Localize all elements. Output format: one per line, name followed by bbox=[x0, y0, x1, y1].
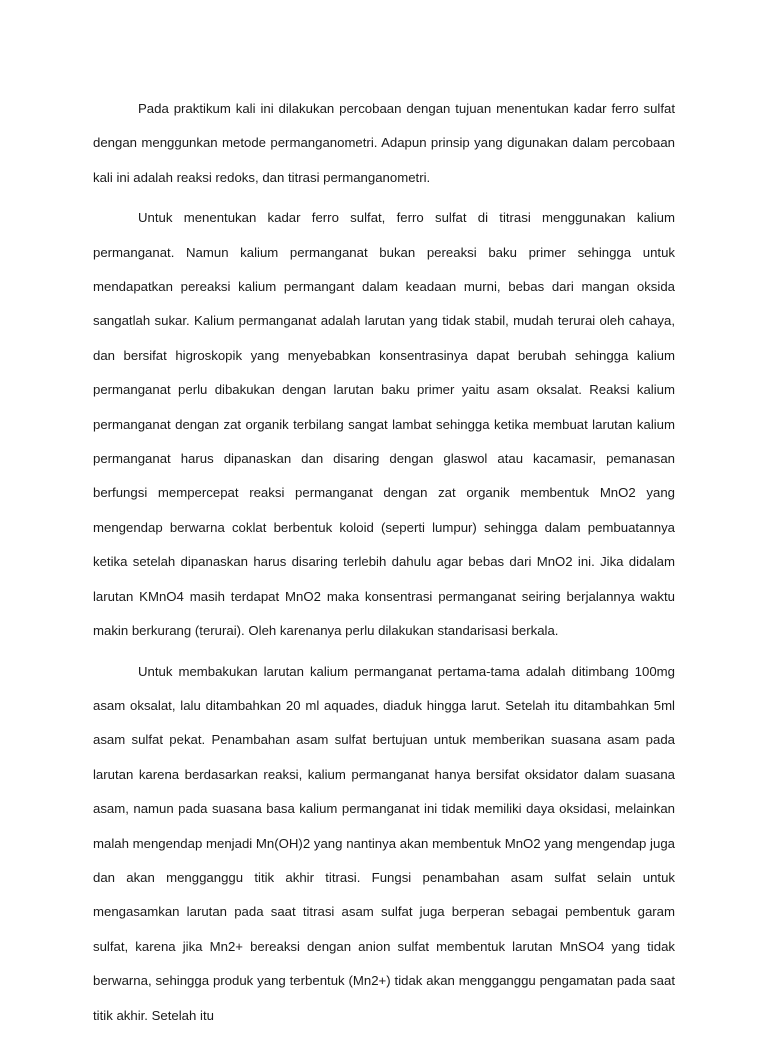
document-page bbox=[93, 92, 675, 1039]
paragraph-determination: Untuk menentukan kadar ferro sulfat, ferro sulfat di titrasi menggunakan kalium permanganat. Namun kalium permanganat bukan pereaksi baku primer sehingga untuk mendapatkan pereaksi kalium permangant dalam keadaan murni, bebas dari mangan oksida sangatlah sukar. Kalium permanganat adalah larutan yang tidak stabil, mudah terurai oleh cahaya, dan bersifat higroskopik yang menyebabkan konsentrasinya dapat berubah sehingga kalium permanganat perlu dibakukan dengan larutan baku primer yaitu asam oksalat. Reaksi kalium permanganat dengan zat organik terbilang sangat lambat sehingga ketika membuat larutan kalium permanganat harus dipanaskan dan disaring dengan glaswol atau kacamasir, pemanasan berfungsi mempercepat reaksi permanganat dengan zat organik membentuk MnO2 yang mengendap berwarna coklat berbentuk koloid (seperti lumpur) sehingga dalam pembuatannya ketika setelah dipanaskan harus disaring terlebih dahulu agar bebas dari MnO2 ini. Jika didalam larutan KMnO4 masih terdapat MnO2 maka konsentrasi permanganat seiring berjalannya waktu makin berkurang (terurai). Oleh karenanya perlu dilakukan standarisasi berkala. bbox=[93, 210, 675, 639]
paragraph-standardization: Untuk membakukan larutan kalium permanganat pertama-tama adalah ditimbang 100mg asam oksalat, lalu ditambahkan 20 ml aquades, diaduk hingga larut. Setelah itu ditambahkan 5ml asam sulfat pekat. Penambahan asam sulfat bertujuan untuk memberikan suasana asam pada larutan karena berdasarkan reaksi, kalium permanganat hanya bersifat oksidator dalam suasana asam, namun pada suasana basa kalium permanganat ini tidak memiliki daya oksidasi, melainkan malah mengendap menjadi Mn(OH)2 yang nantinya akan membentuk MnO2 yang mengendap juga dan akan mengganggu titik akhir titrasi. Fungsi penambahan asam sulfat selain untuk mengasamkan larutan pada saat titrasi asam sulfat juga berperan sebagai pembentuk garam sulfat, karena jika Mn2+ bereaksi dengan anion sulfat membentuk larutan MnSO4 yang tidak berwarna, sehingga produk yang terbentuk (Mn2+) tidak akan mengganggu pengamatan pada saat titik akhir. Setelah itu bbox=[93, 663, 675, 1023]
paragraph-intro: Pada praktikum kali ini dilakukan percobaan dengan tujuan menentukan kadar ferro sulfat dengan menggunkan metode permanganometri. Adapun prinsip yang digunakan dalam percobaan kali ini adalah reaksi redoks, dan titrasi permanganometri. bbox=[93, 101, 675, 185]
